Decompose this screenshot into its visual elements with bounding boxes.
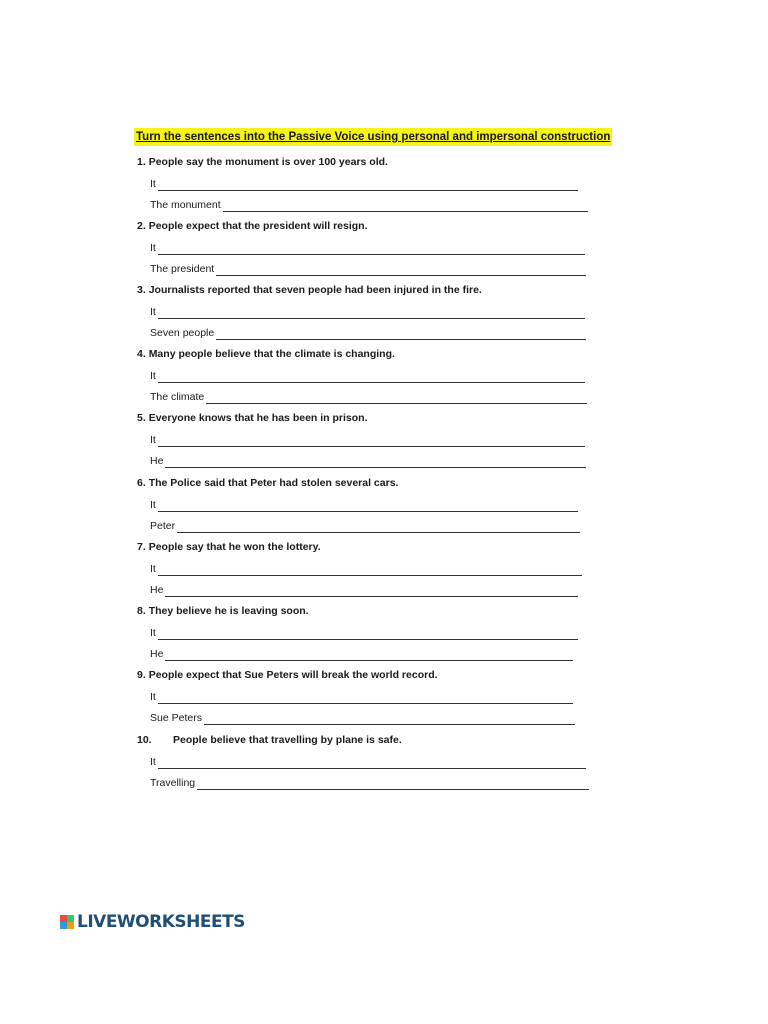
answer-row-8-2	[150, 647, 573, 661]
question-text: The Police said that Peter had stolen several cars.	[148, 477, 399, 489]
question-text: People believe that travelling by plane is safe.	[173, 734, 402, 746]
answer-blank[interactable]	[158, 692, 573, 704]
worksheet-title: Turn the sentences into the Passive Voice using personal and impersonal construction	[134, 128, 612, 146]
answer-stem: Travelling	[150, 777, 196, 789]
answer-row-5-2	[150, 454, 586, 468]
answer-blank[interactable]	[158, 435, 585, 447]
answer-row-10-1	[150, 755, 586, 769]
answer-row-2-2	[150, 262, 586, 276]
answer-blank[interactable]	[204, 713, 575, 725]
answer-blank[interactable]	[216, 328, 586, 340]
question-number: 9.	[137, 669, 146, 681]
question-text: Journalists reported that seven people had been injured in the fire.	[148, 284, 482, 296]
answer-stem: It	[150, 306, 156, 318]
question-number: 10.	[137, 734, 152, 746]
answer-blank[interactable]	[158, 500, 578, 512]
answer-stem: Sue Peters	[150, 712, 202, 724]
answer-stem: It	[150, 756, 156, 768]
question-9	[137, 668, 438, 682]
answer-blank[interactable]	[165, 456, 586, 468]
answer-blank[interactable]	[158, 564, 582, 576]
question-10	[137, 733, 402, 747]
answer-blank[interactable]	[158, 307, 585, 319]
answer-blank[interactable]	[158, 371, 585, 383]
answer-row-4-1	[150, 369, 585, 383]
answer-blank[interactable]	[165, 649, 573, 661]
answer-blank[interactable]	[165, 585, 578, 597]
question-1	[137, 155, 388, 169]
answer-blank[interactable]	[223, 200, 588, 212]
answer-stem: It	[150, 499, 156, 511]
answer-row-7-2	[150, 583, 578, 597]
answer-stem: It	[150, 627, 156, 639]
answer-blank[interactable]	[158, 243, 585, 255]
question-text: People expect that the president will resign.	[148, 220, 368, 232]
question-number: 7.	[137, 541, 146, 553]
answer-row-9-1	[150, 690, 573, 704]
answer-blank[interactable]	[158, 179, 578, 191]
answer-blank[interactable]	[158, 628, 578, 640]
answer-stem: It	[150, 434, 156, 446]
answer-stem: The climate	[150, 391, 205, 403]
question-text: They believe he is leaving soon.	[148, 605, 309, 617]
answer-stem: It	[150, 691, 156, 703]
question-text: Many people believe that the climate is changing.	[148, 348, 395, 360]
question-3	[137, 283, 482, 297]
question-number: 4.	[137, 348, 146, 360]
answer-row-1-1	[150, 177, 578, 191]
answer-stem: It	[150, 178, 156, 190]
question-8	[137, 604, 309, 618]
answer-stem: He	[150, 455, 164, 467]
answer-stem: He	[150, 584, 164, 596]
logo-text: LIVEWORKSHEETS	[77, 912, 245, 932]
answer-stem: Peter	[150, 520, 176, 532]
question-6	[137, 476, 398, 490]
answer-blank[interactable]	[216, 264, 586, 276]
question-number: 8.	[137, 605, 146, 617]
answer-stem: It	[150, 242, 156, 254]
answer-stem: It	[150, 370, 156, 382]
question-text: People say that he won the lottery.	[148, 541, 321, 553]
answer-row-9-2	[150, 711, 575, 725]
question-number: 2.	[137, 220, 146, 232]
answer-stem: The president	[150, 263, 215, 275]
answer-stem: The monument	[150, 199, 221, 211]
question-number: 5.	[137, 412, 146, 424]
answer-row-10-2	[150, 776, 589, 790]
answer-row-8-1	[150, 626, 578, 640]
answer-stem: Seven people	[150, 327, 215, 339]
question-2	[137, 219, 368, 233]
question-text: People expect that Sue Peters will break the world record.	[148, 669, 438, 681]
question-number: 6.	[137, 477, 146, 489]
answer-row-1-2	[150, 198, 588, 212]
question-number: 3.	[137, 284, 146, 296]
answer-blank[interactable]	[206, 392, 587, 404]
question-text: People say the monument is over 100 years old.	[148, 156, 388, 168]
answer-row-6-1	[150, 498, 578, 512]
liveworksheets-logo	[60, 911, 245, 933]
question-7	[137, 540, 321, 554]
question-number: 1.	[137, 156, 146, 168]
answer-blank[interactable]	[197, 778, 589, 790]
answer-row-3-2	[150, 326, 586, 340]
answer-blank[interactable]	[177, 521, 580, 533]
answer-row-2-1	[150, 241, 585, 255]
answer-blank[interactable]	[158, 757, 586, 769]
liveworksheets-logo-icon	[60, 915, 74, 929]
answer-stem: It	[150, 563, 156, 575]
answer-stem: He	[150, 648, 164, 660]
answer-row-7-1	[150, 562, 582, 576]
question-4	[137, 347, 395, 361]
answer-row-3-1	[150, 305, 585, 319]
answer-row-4-2	[150, 390, 587, 404]
question-5	[137, 411, 368, 425]
question-text: Everyone knows that he has been in prison.	[148, 412, 368, 424]
answer-row-6-2	[150, 519, 580, 533]
answer-row-5-1	[150, 433, 585, 447]
